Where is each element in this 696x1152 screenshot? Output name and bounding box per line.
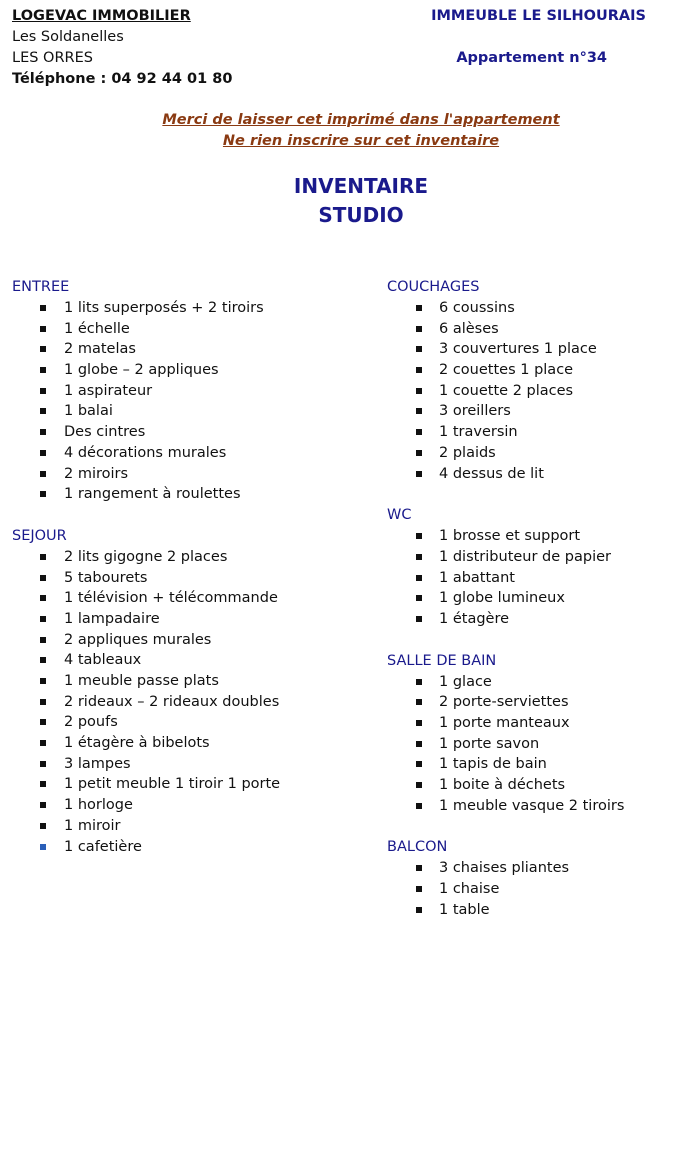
square-bullet-icon — [416, 803, 422, 809]
section-title: ENTREE — [12, 279, 70, 295]
item-text: 1 miroir — [64, 817, 121, 834]
list-item — [12, 754, 332, 775]
list-item — [387, 713, 687, 734]
list-item — [387, 464, 687, 485]
item-text: 1 aspirateur — [64, 382, 153, 399]
item-list — [12, 298, 332, 505]
item-text: 1 brosse et support — [439, 528, 581, 545]
item-text: 1 meuble vasque 2 tiroirs — [439, 797, 625, 814]
list-item — [387, 319, 687, 340]
list-item — [12, 464, 332, 485]
list-item — [387, 298, 687, 319]
list-item — [12, 422, 332, 443]
square-bullet-icon — [416, 575, 422, 581]
item-text: 1 étagère à bibelots — [64, 735, 210, 752]
square-bullet-icon — [40, 491, 46, 497]
list-item — [12, 774, 332, 795]
list-item — [387, 339, 687, 360]
square-bullet-icon — [40, 305, 46, 311]
company-name: LOGEVAC IMMOBILIER — [12, 8, 191, 24]
list-item — [387, 401, 687, 422]
square-bullet-icon — [416, 388, 422, 394]
item-text: 1 étagère — [439, 610, 510, 627]
item-text: 1 meuble passe plats — [64, 673, 219, 689]
item-text: 1 porte savon — [439, 735, 540, 752]
item-text: 3 couvertures 1 place — [439, 341, 597, 358]
square-bullet-icon — [416, 761, 422, 767]
item-list — [387, 858, 687, 920]
list-item — [12, 568, 332, 589]
list-item — [12, 339, 332, 360]
item-text: 2 lits gigogne 2 places — [64, 548, 228, 565]
section-title: SEJOUR — [12, 527, 67, 544]
item-text: 1 télévision + télécommande — [64, 590, 278, 607]
list-item — [12, 588, 332, 609]
list-item — [387, 547, 687, 568]
item-text: 1 lampadaire — [64, 610, 160, 627]
list-item — [387, 672, 687, 693]
square-bullet-icon — [416, 471, 422, 477]
item-text: 1 petit meuble 1 tiroir 1 porte — [64, 776, 281, 793]
square-bullet-icon — [40, 595, 46, 601]
item-text: 3 oreillers — [439, 403, 511, 420]
phone-number: Téléphone : 04 92 44 01 80 — [12, 71, 233, 87]
square-bullet-icon — [40, 823, 46, 829]
item-text: 1 table — [439, 901, 490, 918]
square-bullet-icon — [40, 450, 46, 456]
address-line-1: Les Soldanelles — [12, 29, 124, 45]
list-item — [12, 401, 332, 422]
square-bullet-icon — [40, 408, 46, 414]
item-text: 1 porte manteaux — [439, 715, 570, 731]
item-text: 3 lampes — [64, 755, 131, 772]
list-item — [387, 526, 687, 547]
list-item — [12, 650, 332, 671]
item-text: 1 tapis de bain — [439, 756, 547, 773]
list-item — [387, 443, 687, 464]
section-salle-de-bain — [387, 651, 687, 817]
square-bullet-icon — [40, 844, 46, 850]
item-list — [387, 526, 687, 629]
list-item — [12, 547, 332, 568]
square-bullet-icon — [40, 719, 46, 725]
page-title — [0, 172, 696, 230]
section-entree — [12, 277, 332, 505]
section-couchages — [387, 277, 687, 484]
item-text: 3 chaises pliantes — [439, 860, 570, 877]
square-bullet-icon — [40, 678, 46, 684]
list-item — [387, 796, 687, 817]
square-bullet-icon — [416, 699, 422, 705]
square-bullet-icon — [416, 720, 422, 726]
square-bullet-icon — [416, 741, 422, 747]
section-sejour — [12, 526, 332, 857]
square-bullet-icon — [416, 886, 422, 892]
item-text: 1 chaise — [439, 881, 500, 898]
list-item — [387, 609, 687, 630]
item-text: 1 lits superposés + 2 tiroirs — [64, 300, 264, 316]
square-bullet-icon — [40, 388, 46, 394]
item-text: 2 rideaux – 2 rideaux doubles — [64, 693, 280, 710]
list-item — [12, 692, 332, 713]
list-item — [387, 858, 687, 879]
list-item — [387, 900, 687, 921]
square-bullet-icon — [416, 616, 422, 622]
square-bullet-icon — [416, 907, 422, 913]
item-text: 1 rangement à roulettes — [64, 486, 241, 503]
item-text: 2 appliques murales — [64, 631, 212, 648]
item-text: 6 coussins — [439, 300, 515, 316]
list-item — [12, 609, 332, 630]
item-text: 4 tableaux — [64, 652, 142, 669]
right-column — [387, 277, 687, 942]
square-bullet-icon — [40, 740, 46, 746]
item-text: 1 globe lumineux — [439, 590, 565, 607]
list-item — [12, 671, 332, 692]
list-item — [12, 816, 332, 837]
list-item — [387, 588, 687, 609]
item-text: 6 alèses — [439, 320, 499, 337]
section-title: SALLE DE BAIN — [387, 652, 497, 669]
item-text: 1 couette 2 places — [439, 382, 574, 399]
item-text: 1 traversin — [439, 424, 518, 441]
item-text: 1 horloge — [64, 797, 133, 814]
item-text: 1 cafetière — [64, 838, 142, 855]
square-bullet-icon — [40, 429, 46, 435]
square-bullet-icon — [416, 595, 422, 601]
title-line-2: STUDIO — [318, 203, 404, 227]
square-bullet-icon — [40, 616, 46, 622]
square-bullet-icon — [40, 802, 46, 808]
list-item — [12, 381, 332, 402]
notice-line-1: Merci de laisser cet imprimé dans l'appartement — [162, 112, 560, 128]
list-item — [12, 360, 332, 381]
square-bullet-icon — [40, 367, 46, 373]
notice-line-2: Ne rien inscrire sur cet inventaire — [222, 133, 500, 149]
notice-block — [0, 110, 696, 152]
square-bullet-icon — [40, 699, 46, 705]
left-column — [12, 277, 332, 878]
title-line-1: INVENTAIRE — [293, 174, 429, 198]
list-item — [387, 879, 687, 900]
item-text: 1 globe – 2 appliques — [64, 362, 219, 379]
list-item — [12, 733, 332, 754]
square-bullet-icon — [40, 781, 46, 787]
list-item — [12, 298, 332, 319]
address-line-2: LES ORRES — [12, 50, 93, 66]
list-item — [387, 422, 687, 443]
item-text: 1 boite à déchets — [439, 777, 566, 794]
item-text: Des cintres — [64, 424, 146, 441]
item-text: 2 porte-serviettes — [439, 694, 569, 711]
square-bullet-icon — [416, 408, 422, 414]
square-bullet-icon — [416, 450, 422, 456]
square-bullet-icon — [40, 575, 46, 581]
square-bullet-icon — [416, 679, 422, 685]
item-list — [387, 672, 687, 817]
list-item — [387, 360, 687, 381]
list-item — [387, 692, 687, 713]
item-text: 1 abattant — [439, 569, 515, 586]
list-item — [387, 754, 687, 775]
section-title: COUCHAGES — [387, 279, 480, 295]
header-address-block — [12, 6, 232, 90]
square-bullet-icon — [40, 471, 46, 477]
square-bullet-icon — [416, 782, 422, 788]
list-item — [12, 837, 332, 858]
item-text: 5 tabourets — [64, 569, 148, 586]
apartment-number: Appartement n°34 — [456, 50, 607, 66]
item-text: 1 distributeur de papier — [439, 548, 611, 565]
section-balcon — [387, 837, 687, 920]
item-text: 2 miroirs — [64, 465, 129, 482]
item-text: 2 poufs — [64, 714, 118, 731]
square-bullet-icon — [416, 865, 422, 871]
list-item — [387, 568, 687, 589]
square-bullet-icon — [40, 637, 46, 643]
list-item — [12, 712, 332, 733]
list-item — [12, 484, 332, 505]
list-item — [12, 443, 332, 464]
square-bullet-icon — [416, 533, 422, 539]
item-text: 1 balai — [64, 403, 113, 420]
section-title: BALCON — [387, 839, 448, 856]
square-bullet-icon — [40, 346, 46, 352]
list-item — [12, 630, 332, 651]
item-list — [387, 298, 687, 484]
list-item — [387, 775, 687, 796]
item-text: 2 matelas — [64, 341, 136, 358]
list-item — [387, 381, 687, 402]
square-bullet-icon — [416, 429, 422, 435]
item-text: 2 couettes 1 place — [439, 362, 574, 379]
square-bullet-icon — [416, 346, 422, 352]
section-wc — [387, 505, 687, 629]
square-bullet-icon — [40, 657, 46, 663]
item-text: 2 plaids — [439, 444, 496, 461]
square-bullet-icon — [40, 326, 46, 332]
item-text: 4 décorations murales — [64, 444, 227, 461]
item-text: 1 glace — [439, 673, 492, 690]
list-item — [12, 795, 332, 816]
item-list — [12, 547, 332, 857]
list-item — [387, 734, 687, 755]
square-bullet-icon — [416, 367, 422, 373]
square-bullet-icon — [40, 761, 46, 767]
square-bullet-icon — [40, 554, 46, 560]
square-bullet-icon — [416, 305, 422, 311]
square-bullet-icon — [416, 326, 422, 332]
section-title: WC — [387, 507, 412, 524]
item-text: 4 dessus de lit — [439, 465, 544, 482]
building-name: IMMEUBLE LE SILHOURAIS — [431, 8, 646, 24]
square-bullet-icon — [416, 554, 422, 560]
list-item — [12, 319, 332, 340]
item-text: 1 échelle — [64, 320, 130, 337]
